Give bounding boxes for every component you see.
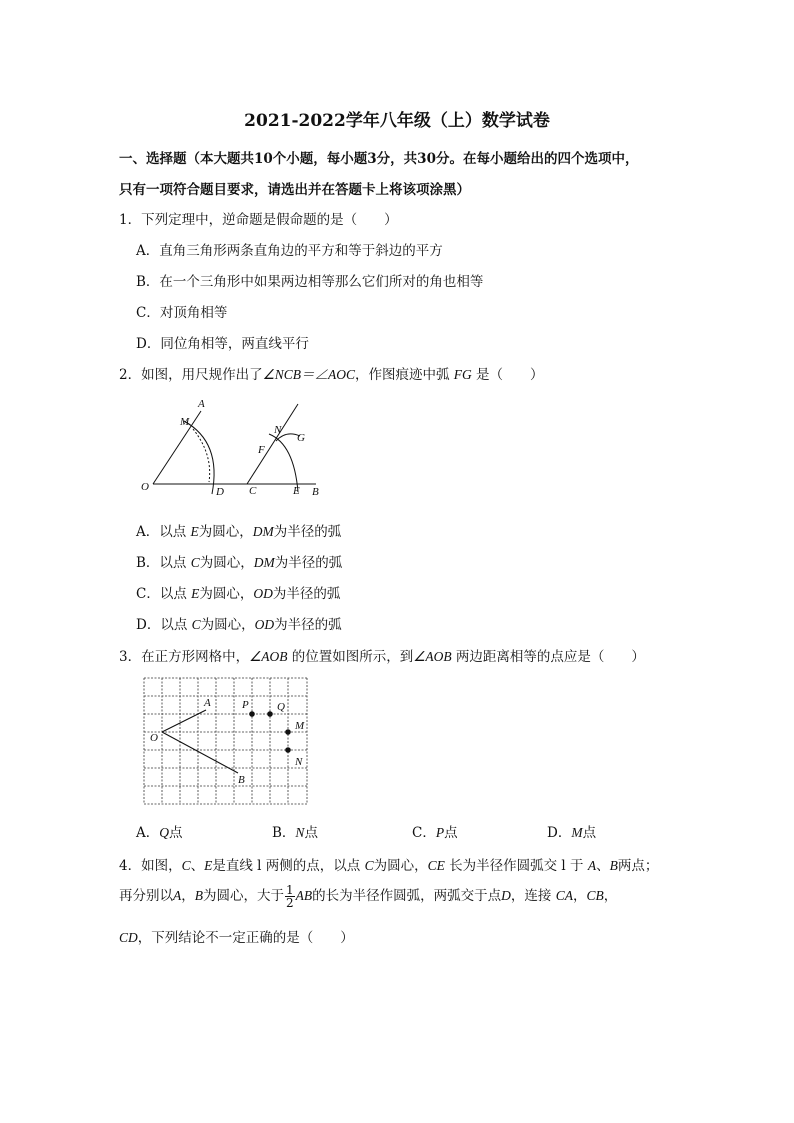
text: 长为半径作圆弧交 l 于 <box>444 858 588 874</box>
ray-oa <box>153 411 201 484</box>
ray-ob <box>162 732 238 773</box>
label-m: M <box>180 416 190 428</box>
point-m <box>285 729 291 735</box>
label-b: B <box>238 774 245 786</box>
option-mid: 为圆心， <box>200 617 255 633</box>
text: ，连接 <box>510 888 556 904</box>
text: ， <box>181 888 195 904</box>
option-tail: 点 <box>582 825 597 841</box>
label-m: M <box>295 720 305 732</box>
q1-option-d: D．同位角相等，两直线平行 <box>136 336 309 352</box>
math: CB <box>586 888 604 903</box>
option-center: E <box>191 586 200 601</box>
option-center: C <box>191 617 201 632</box>
fraction-one-half <box>285 884 295 909</box>
q2-figure <box>138 394 328 504</box>
math: A <box>173 888 182 903</box>
q4-stem-line3 <box>119 926 354 946</box>
q2-stem-mid: ，作图痕迹中弧 <box>354 367 454 383</box>
q2-stem-suffix: 是（ ） <box>471 367 544 383</box>
text: 、 <box>596 858 610 874</box>
q2-option-c <box>136 582 340 602</box>
q3-stem-suffix: 两边距离相等的点应是（ ） <box>451 649 645 665</box>
grid-lines <box>144 678 307 804</box>
q1-stem: 1．下列定理中，逆命题是假命题的是（ ） <box>119 212 398 228</box>
q3-option-d <box>547 821 596 841</box>
q2-stem-math: ∠NCB＝∠AOC <box>262 367 355 382</box>
math: C <box>364 858 374 873</box>
point-p <box>249 711 255 717</box>
q2-option-a <box>136 520 341 540</box>
option-tail: 点 <box>444 825 458 841</box>
arc-from-o <box>184 421 214 494</box>
math: B <box>194 888 203 903</box>
math: D <box>501 888 511 903</box>
q3-option-b <box>272 821 318 841</box>
math: CA <box>555 888 573 903</box>
q3-stem-mid: 的位置如图所示，到 <box>287 649 414 665</box>
math: B <box>609 858 618 873</box>
option-radius: OD <box>254 617 275 632</box>
option-letter: B．以点 <box>136 555 191 571</box>
q3-option-a <box>136 821 183 841</box>
q2-option-b <box>136 551 342 571</box>
option-tail: 为半径的弧 <box>274 617 342 633</box>
text: 是直线 l 两侧的点，以点 <box>212 858 365 874</box>
label-a: A <box>204 697 211 709</box>
section-heading-line1: 一、选择题（本大题共10个小题，每小题3分，共30分。在每小题给出的四个选项中， <box>119 151 639 167</box>
q1-option-b: B．在一个三角形中如果两边相等那么它们所对的角也相等 <box>136 274 484 290</box>
q4-stem-line1 <box>119 854 658 874</box>
option-letter: D．以点 <box>136 617 192 633</box>
text: 、 <box>190 858 205 874</box>
q3-stem-angle1: ∠AOB <box>249 649 288 664</box>
option-tail: 点 <box>169 825 183 841</box>
option-letter: A．以点 <box>136 524 191 540</box>
label-f: F <box>258 444 265 456</box>
label-g: G <box>297 432 305 444</box>
q2-option-d <box>136 613 342 633</box>
math: CE <box>427 858 445 873</box>
math: CD <box>119 930 138 945</box>
option-mid: 为圆心， <box>199 555 254 571</box>
option-radius: DM <box>253 555 275 570</box>
text: 再分别以 <box>119 888 173 904</box>
q4-stem-line2 <box>119 884 617 909</box>
math: C <box>181 858 191 873</box>
q2-stem-prefix: 2．如图，用尺规作出了 <box>119 367 263 383</box>
option-letter: A． <box>136 825 160 841</box>
option-tail: 点 <box>304 825 318 841</box>
point-q <box>267 711 273 717</box>
q1-option-a: A．直角三角形两条直角边的平方和等于斜边的平方 <box>136 243 443 259</box>
option-point: N <box>295 825 305 840</box>
option-center: E <box>190 524 199 539</box>
option-tail: 为半径的弧 <box>273 524 342 540</box>
option-point: P <box>435 825 445 840</box>
label-q: Q <box>277 701 285 713</box>
text: ， <box>603 888 618 904</box>
label-c: C <box>249 485 257 497</box>
ray-cn <box>247 404 298 484</box>
option-point: M <box>571 825 583 840</box>
fraction-denominator: 2 <box>286 896 294 910</box>
math: AB <box>295 888 313 903</box>
section-heading-line2: 只有一项符合题目要求，请选出并在答题卡上将该项涂黑） <box>119 182 470 198</box>
text: 为圆心， <box>373 858 428 874</box>
option-point: Q <box>159 825 169 840</box>
math: E <box>204 858 213 873</box>
ray-oa <box>162 710 206 732</box>
text: 4．如图， <box>119 858 182 874</box>
q1-option-c: C．对顶角相等 <box>136 305 228 321</box>
text: ， <box>572 888 587 904</box>
label-n: N <box>274 424 282 436</box>
label-d: D <box>216 486 224 498</box>
text: 两点； <box>617 858 659 874</box>
option-letter: C．以点 <box>136 586 192 602</box>
math: A <box>587 858 597 873</box>
label-o: O <box>141 481 149 493</box>
arc-dotted <box>193 429 210 482</box>
label-n: N <box>295 756 303 768</box>
option-mid: 为圆心， <box>199 586 254 602</box>
option-letter: C． <box>412 825 436 841</box>
option-tail: 为半径的弧 <box>272 586 341 602</box>
label-a: A <box>198 398 205 410</box>
q3-option-c <box>412 821 458 841</box>
option-radius: DM <box>252 524 274 539</box>
q2-stem-arc: FG <box>453 367 472 382</box>
q3-stem-angle2: ∠AOB <box>413 649 452 664</box>
text: 为圆心，大于 <box>203 888 284 904</box>
q3-stem-prefix: 3．在正方形网格中， <box>119 649 250 665</box>
option-radius: OD <box>253 586 273 601</box>
option-letter: D． <box>547 825 572 841</box>
option-center: C <box>190 555 200 570</box>
q3-grid-figure <box>140 674 312 810</box>
q2-stem <box>119 363 544 383</box>
label-o: O <box>150 732 158 744</box>
label-p: P <box>242 699 249 711</box>
option-tail: 为半径的弧 <box>274 555 343 571</box>
label-b: B <box>312 486 319 498</box>
option-letter: B． <box>272 825 296 841</box>
q3-stem <box>119 645 645 665</box>
option-mid: 为圆心， <box>198 524 253 540</box>
fraction-numerator: 1 <box>286 883 294 897</box>
point-n <box>285 747 291 753</box>
label-e: E <box>293 485 300 497</box>
text: 的长为半径作圆弧，两弧交于点 <box>312 888 502 904</box>
text: ，下列结论不一定正确的是（ ） <box>137 930 354 946</box>
page-title: 2021-2022学年八年级（上）数学试卷 <box>244 111 550 131</box>
